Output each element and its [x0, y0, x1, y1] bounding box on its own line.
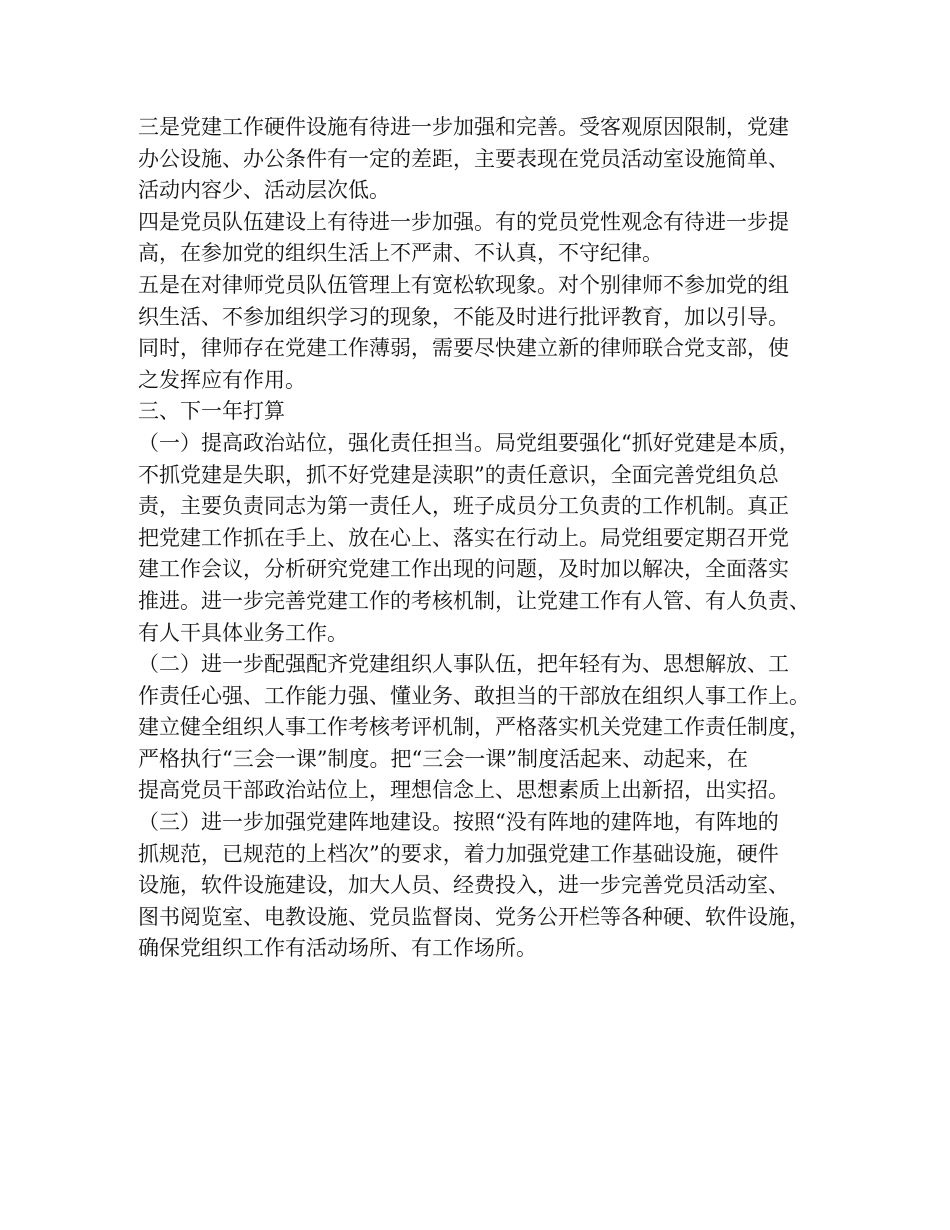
text-line: 有人干具体业务工作。 — [138, 620, 348, 645]
text-line: 推进。进一步完善党建工作的考核机制，让党建工作有人管、有人负责、 — [138, 588, 810, 613]
text-line: （二）进一步配强配齐党建组织人事队伍，把年轻有为、思想解放、工 — [138, 652, 789, 677]
text-line: 高，在参加党的组织生活上不严肃、不认真，不守纪律。 — [138, 241, 663, 266]
text-line: 确保党组织工作有活动场所、有工作场所。 — [138, 936, 537, 961]
text-line: 三是党建工作硬件设施有待进一步加强和完善。受客观原因限制，党建 — [138, 115, 789, 139]
text-line: 抓规范，已规范的上档次”的要求，着力加强党建工作基础设施，硬件 — [138, 841, 779, 866]
text-line: （三）进一步加强党建阵地建设。按照“没有阵地的建阵地，有阵地的 — [138, 810, 779, 835]
text-line: 图书阅览室、电教设施、党员监督岗、党务公开栏等各种硬、软件设施， — [138, 904, 810, 929]
text-line: 设施，软件设施建设，加大人员、经费投入，进一步完善党员活动室、 — [138, 873, 789, 898]
text-line: 同时，律师存在党建工作薄弱，需要尽快建立新的律师联合党支部，使 — [138, 336, 789, 361]
text-line: 办公设施、办公条件有一定的差距，主要表现在党员活动室设施简单、 — [138, 146, 789, 171]
text-line: 活动内容少、活动层次低。 — [138, 178, 390, 203]
text-line: 提高党员干部政治站位上，理想信念上、思想素质上出新招，出实招。 — [138, 778, 789, 803]
text-line: 建立健全组织人事工作考核考评机制，严格落实机关党建工作责任制度， — [138, 715, 810, 740]
text-line: 织生活、不参加组织学习的现象，不能及时进行批评教育，加以引导。 — [138, 304, 789, 329]
text-line: 建工作会议，分析研究党建工作出现的问题，及时加以解决，全面落实 — [138, 557, 789, 582]
text-line: 五是在对律师党员队伍管理上有宽松软现象。对个别律师不参加党的组 — [138, 272, 789, 297]
text-line: 严格执行“三会一课”制度。把“三会一课”制度活起来、动起来，在 — [138, 746, 748, 771]
text-line: 责，主要负责同志为第一责任人，班子成员分工负责的工作机制。真正 — [138, 494, 789, 519]
text-line: 四是党员队伍建设上有待进一步加强。有的党员党性观念有待进一步提 — [138, 209, 789, 234]
text-line: 把党建工作抓在手上、放在心上、落实在行动上。局党组要定期召开党 — [138, 525, 789, 550]
text-line: （一）提高政治站位，强化责任担当。局党组要强化“抓好党建是本质， — [138, 430, 800, 455]
text-line: 不抓党建是失职，抓不好党建是渎职”的责任意识，全面完善党组负总 — [138, 462, 779, 487]
text-line: 作责任心强、工作能力强、懂业务、敢担当的干部放在组织人事工作上。 — [138, 683, 810, 708]
text-line: 之发挥应有作用。 — [138, 367, 306, 392]
section-heading: 三、下一年打算 — [138, 399, 285, 424]
document-body — [138, 112, 830, 965]
